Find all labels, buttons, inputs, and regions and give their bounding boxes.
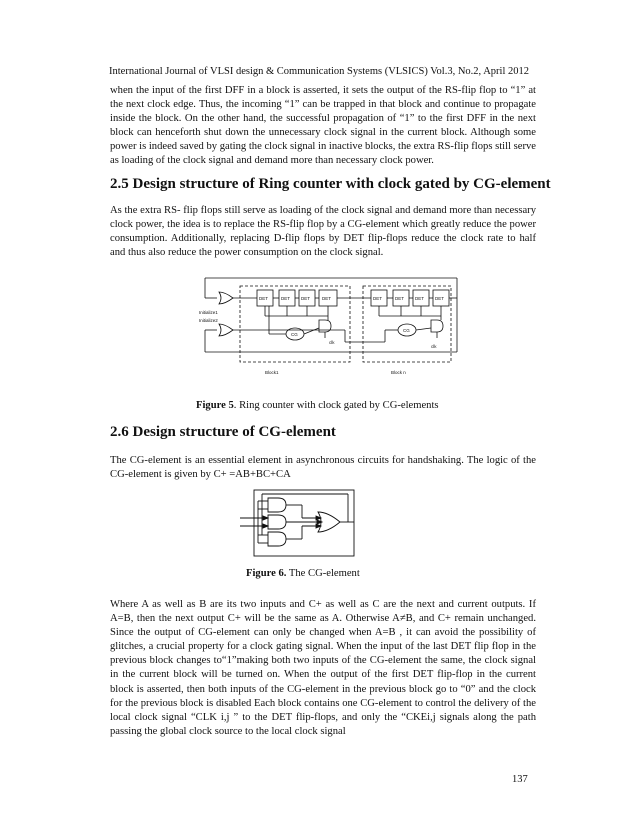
and-gate-2: [268, 515, 286, 529]
det-label-b1-4: DET: [322, 296, 331, 301]
initialize2-label: Initialize2: [199, 318, 218, 323]
page-number: 137: [512, 774, 528, 785]
figure-5-circuit-diagram: [195, 272, 465, 384]
and-gate-1: [268, 498, 286, 512]
cg-label-block1: CG: [291, 332, 298, 337]
figure-6-cg-element-diagram: [232, 488, 358, 560]
block1-label: Block1: [265, 370, 279, 375]
figure-6-caption-text: The CG-element: [286, 568, 360, 579]
intro-paragraph: when the input of the first DFF in a block is asserted, it sets the output of the RS-flip flop to “1” at the next clock edge. Thus, the incoming “1” can be trapped in that block and continue to propagate inside the block. On the other hand, the successful propagation of “1” to the first DFF in the next block can henceforth shut down the unnecessary clock signal in the current block. Although some power is indeed saved by gating the clock signal in inactive blocks, the extra RS-flip flops still serve as loading of the clock signal and demand more than necessary clock power.: [110, 85, 537, 167]
clk-label-block1: clk: [329, 340, 335, 345]
det-label-bn-3: DET: [415, 296, 424, 301]
det-label-bn-1: DET: [373, 296, 382, 301]
det-label-b1-1: DET: [259, 296, 268, 301]
figure-5-caption-text: . Ring counter with clock gated by CG-elements: [233, 400, 439, 411]
and-gate-3: [268, 532, 286, 546]
figure-6-caption: [246, 568, 360, 579]
det-label-b1-2: DET: [281, 296, 290, 301]
figure-5-caption: [196, 400, 439, 411]
section-2-6-heading: 2.6 Design structure of CG-element: [110, 424, 336, 440]
final-paragraph: Where A as well as B are its two inputs and C+ as well as C are the next and current outputs. If A=B, then the next output C+ will be the same as A. Otherwise A≠B, and C+ remain unchanged. Since the output of CG-element can only be changed when A=B , it can avoid the possibility of glitches, a crucial property for a clock gating signal. When the input of the last DET flip flop in the previous block changes to“1”making both two inputs of the CG-element the same, the clock signal in the current block will be turned on. When the output of the first DET flip-flop in the current block is asserted, then both inputs of the CG-element in the previous block go to “0” and the clock for the previous block is disabled Each block contains one CG-element to control the delivery of the local clock signal “CLK i,j ” to the DET flip-flops, and only the “CKEi,j signals along the path passing the global clock source to the local clock signal: [110, 599, 536, 737]
det-label-bn-4: DET: [435, 296, 444, 301]
figure-6-caption-label: Figure 6.: [246, 568, 287, 579]
section-2-5-paragraph: As the extra RS- flip flops still serve as loading of the clock signal and demand more than necessary clock power, the idea is to replace the RS-flip flop by a CG-element which greatly reduce the power consumption. Additionally, replacing D-flip flops by DET flip-flops reduce the clock rate to half and thus also reduce the power consumption on the clock signal.: [110, 205, 536, 259]
clk-label-blockn: clk: [431, 344, 437, 349]
running-head: International Journal of VLSI design & Communication Systems (VLSICS) Vol.3, No.2, April 2012: [109, 66, 529, 77]
section-2-5-heading: 2.5 Design structure of Ring counter with clock gated by CG-element: [110, 176, 551, 192]
figure-5-caption-label: Figure 5: [196, 400, 234, 411]
section-2-6-paragraph: The CG-element is an essential element in asynchronous circuits for handshaking. The logic of the CG-element is given by C+ =AB+BC+CA: [110, 455, 536, 481]
initialize1-label: Initialize1: [199, 310, 218, 315]
det-label-bn-2: DET: [395, 296, 404, 301]
det-label-b1-3: DET: [301, 296, 310, 301]
cg-label-blockn: CG: [403, 328, 410, 333]
blockn-label: Block n: [391, 370, 406, 375]
